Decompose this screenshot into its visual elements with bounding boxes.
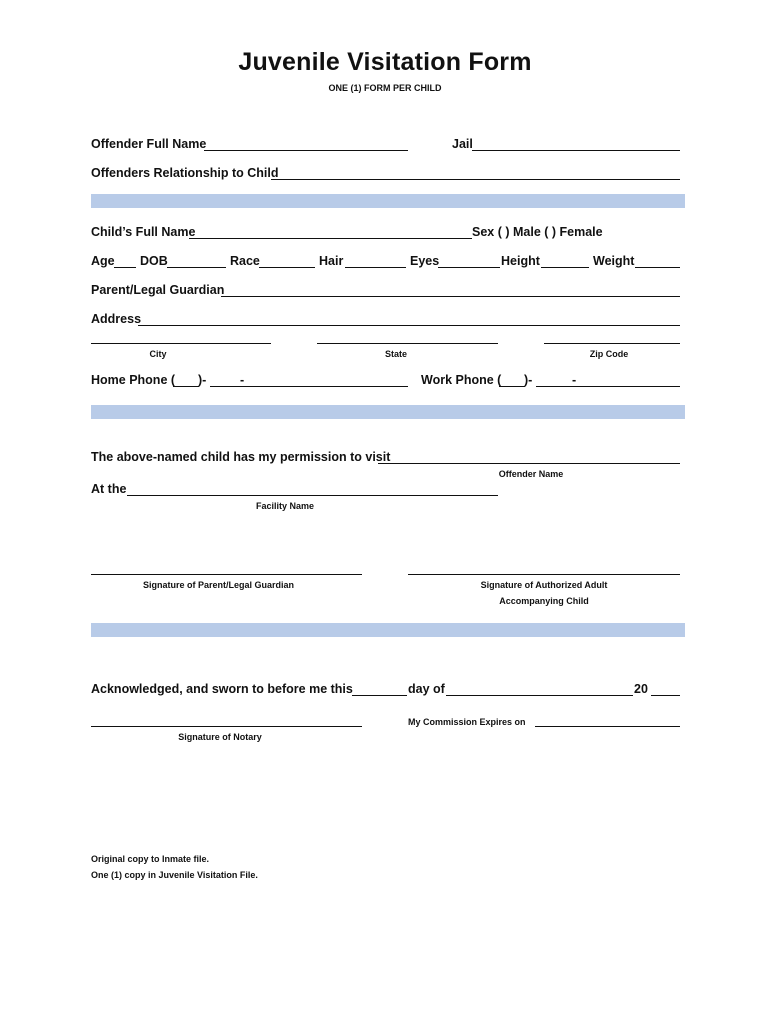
address-field[interactable] bbox=[138, 325, 680, 326]
home-phone-label: Home Phone ( bbox=[91, 373, 176, 387]
notary-signature-caption: Signature of Notary bbox=[178, 732, 262, 742]
offender-full-name-field[interactable] bbox=[204, 150, 408, 151]
jail-field[interactable] bbox=[472, 150, 680, 151]
adult-signature-caption-line2: Accompanying Child bbox=[499, 596, 589, 606]
address-label: Address bbox=[91, 312, 142, 326]
day-of-label: day of bbox=[408, 682, 445, 696]
acknowledged-day-field[interactable] bbox=[352, 695, 407, 696]
commission-expires-label: My Commission Expires on bbox=[408, 717, 526, 727]
state-field[interactable] bbox=[317, 343, 498, 344]
weight-label: Weight bbox=[593, 254, 635, 268]
eyes-label: Eyes bbox=[410, 254, 440, 268]
guardian-signature-caption: Signature of Parent/Legal Guardian bbox=[142, 580, 295, 590]
child-full-name-field[interactable] bbox=[189, 238, 472, 239]
commission-expires-field[interactable] bbox=[535, 726, 680, 727]
month-field[interactable] bbox=[446, 695, 633, 696]
sex-label[interactable]: Sex ( ) Male ( ) Female bbox=[472, 225, 603, 239]
section-divider-band bbox=[91, 623, 685, 637]
page-title: Juvenile Visitation Form bbox=[238, 48, 532, 76]
work-phone-close: )- bbox=[524, 373, 533, 387]
facility-name-caption: Facility Name bbox=[255, 501, 315, 511]
offender-name-caption: Offender Name bbox=[498, 469, 564, 479]
hair-field[interactable] bbox=[345, 267, 406, 268]
height-label: Height bbox=[501, 254, 540, 268]
work-phone-label: Work Phone ( bbox=[421, 373, 502, 387]
relationship-field[interactable] bbox=[271, 179, 680, 180]
zip-field[interactable] bbox=[544, 343, 680, 344]
guardian-field[interactable] bbox=[221, 296, 680, 297]
offender-full-name-label: Offender Full Name bbox=[91, 137, 207, 151]
home-phone-dash: - bbox=[240, 373, 245, 387]
acknowledged-label: Acknowledged, and sworn to before me this bbox=[91, 682, 353, 696]
race-field[interactable] bbox=[259, 267, 315, 268]
age-field[interactable] bbox=[114, 267, 136, 268]
relationship-label: Offenders Relationship to Child bbox=[91, 166, 279, 180]
section-divider-band bbox=[91, 405, 685, 419]
notary-signature-field[interactable] bbox=[91, 726, 362, 727]
work-phone-number-field[interactable] bbox=[536, 386, 680, 387]
adult-signature-field[interactable] bbox=[408, 574, 680, 575]
year-field[interactable] bbox=[651, 695, 680, 696]
dob-field[interactable] bbox=[167, 267, 226, 268]
height-field[interactable] bbox=[541, 267, 589, 268]
race-label: Race bbox=[230, 254, 260, 268]
zip-caption: Zip Code bbox=[589, 349, 629, 359]
section-divider-band bbox=[91, 194, 685, 208]
facility-name-field[interactable] bbox=[127, 495, 498, 496]
home-phone-area-field[interactable] bbox=[173, 386, 199, 387]
work-phone-dash: - bbox=[572, 373, 577, 387]
city-caption: City bbox=[149, 349, 167, 359]
adult-signature-caption-line1: Signature of Authorized Adult bbox=[480, 580, 608, 590]
child-full-name-label: Child’s Full Name bbox=[91, 225, 196, 239]
weight-field[interactable] bbox=[635, 267, 680, 268]
guardian-signature-field[interactable] bbox=[91, 574, 362, 575]
footer-line-1: Original copy to Inmate file. bbox=[91, 854, 210, 864]
age-label: Age bbox=[91, 254, 115, 268]
dob-label: DOB bbox=[140, 254, 168, 268]
offender-name-field[interactable] bbox=[378, 463, 680, 464]
eyes-field[interactable] bbox=[438, 267, 500, 268]
work-phone-area-field[interactable] bbox=[499, 386, 525, 387]
footer-line-2: One (1) copy in Juvenile Visitation File. bbox=[91, 870, 258, 880]
state-caption: State bbox=[384, 349, 407, 359]
city-field[interactable] bbox=[91, 343, 271, 344]
permission-statement-label: The above-named child has my permission to visit bbox=[91, 450, 391, 464]
year-prefix-label: 20 bbox=[634, 682, 648, 696]
home-phone-close: )- bbox=[198, 373, 207, 387]
hair-label: Hair bbox=[319, 254, 344, 268]
at-the-label: At the bbox=[91, 482, 127, 496]
page-subtitle: ONE (1) FORM PER CHILD bbox=[328, 83, 442, 93]
guardian-label: Parent/Legal Guardian bbox=[91, 283, 225, 297]
jail-label: Jail bbox=[452, 137, 473, 151]
